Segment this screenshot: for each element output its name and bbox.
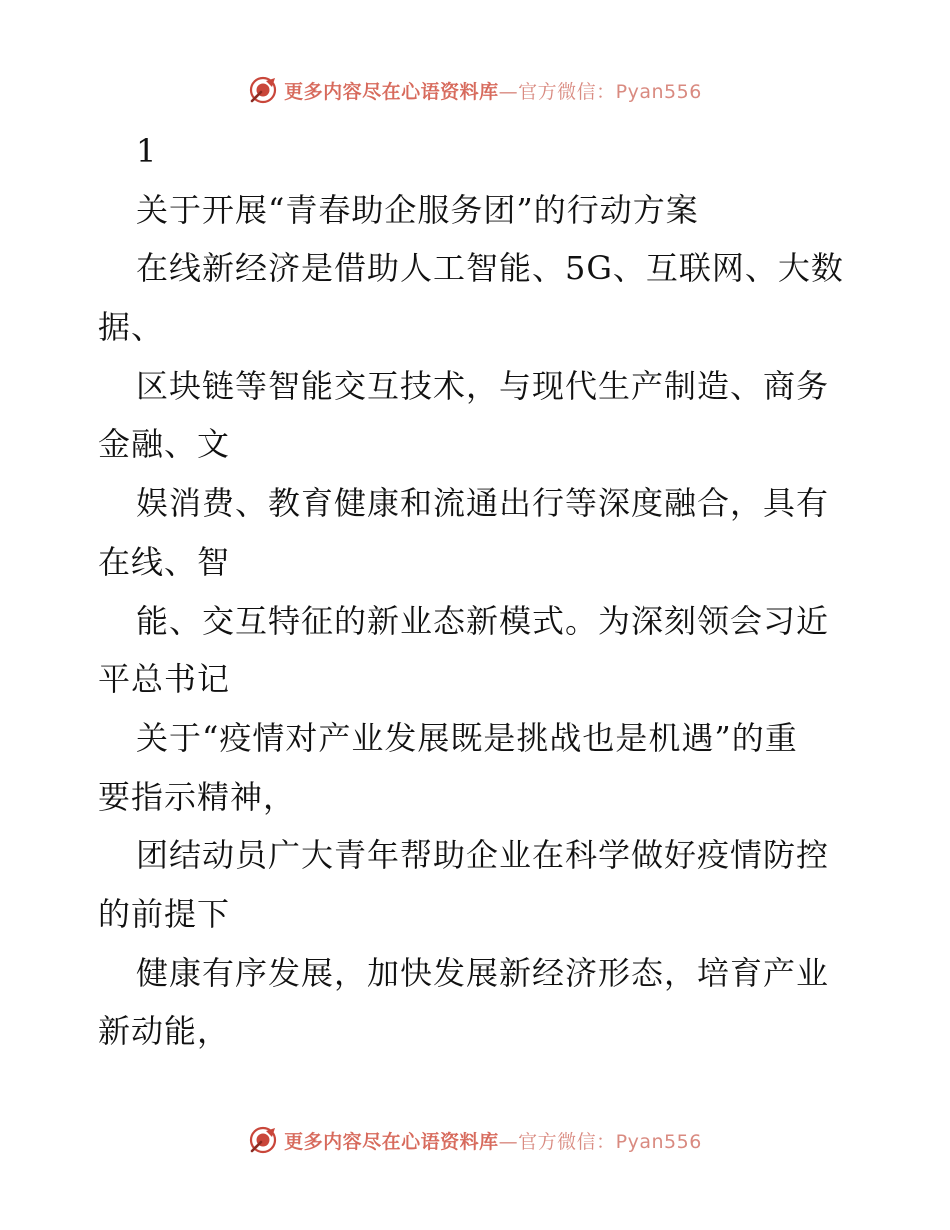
- paragraph-line: 能、交互特征的新业态新模式。为深刻领会习近: [136, 601, 830, 640]
- document-title: 关于开展“青春助企服务团”的行动方案: [136, 190, 699, 229]
- paragraph-line: 团结动员广大青年帮助企业在科学做好疫情防控: [136, 836, 830, 875]
- page-number: 1: [136, 132, 158, 170]
- paragraph-line: 在线新经济是借助人工智能、5G、互联网、大数: [136, 249, 844, 288]
- header-watermark-banner: [0, 70, 950, 110]
- pen-logo-icon: [248, 75, 278, 105]
- paragraph-line: 要指示精神，: [98, 777, 297, 816]
- paragraph-line: 平总书记: [98, 660, 231, 699]
- document-body: [98, 122, 858, 1061]
- watermark-main-text: 更多内容尽在心语资料库: [284, 80, 499, 103]
- paragraph-line: 的前提下: [98, 894, 231, 933]
- paragraph-line: 区块链等智能交互技术，与现代生产制造、商务: [136, 366, 830, 405]
- paragraph-line: 健康有序发展，加快发展新经济形态，培育产业: [136, 953, 830, 992]
- paragraph-line: 据、: [98, 308, 165, 347]
- footer-watermark-banner: [0, 1120, 950, 1160]
- watermark-contact-text: —官方微信：Pyan556: [498, 1130, 702, 1153]
- watermark-contact-text: —官方微信：Pyan556: [498, 80, 702, 103]
- watermark-main-text: 更多内容尽在心语资料库: [284, 1130, 499, 1153]
- paragraph-line: 新动能，: [98, 1012, 231, 1051]
- paragraph-line: 在线、智: [98, 542, 231, 581]
- paragraph-line: 娱消费、教育健康和流通出行等深度融合，具有: [136, 484, 830, 523]
- paragraph-line: 关于“疫情对产业发展既是挑战也是机遇”的重: [136, 718, 798, 757]
- paragraph-line: 金融、文: [98, 425, 231, 464]
- pen-logo-icon: [248, 1125, 278, 1155]
